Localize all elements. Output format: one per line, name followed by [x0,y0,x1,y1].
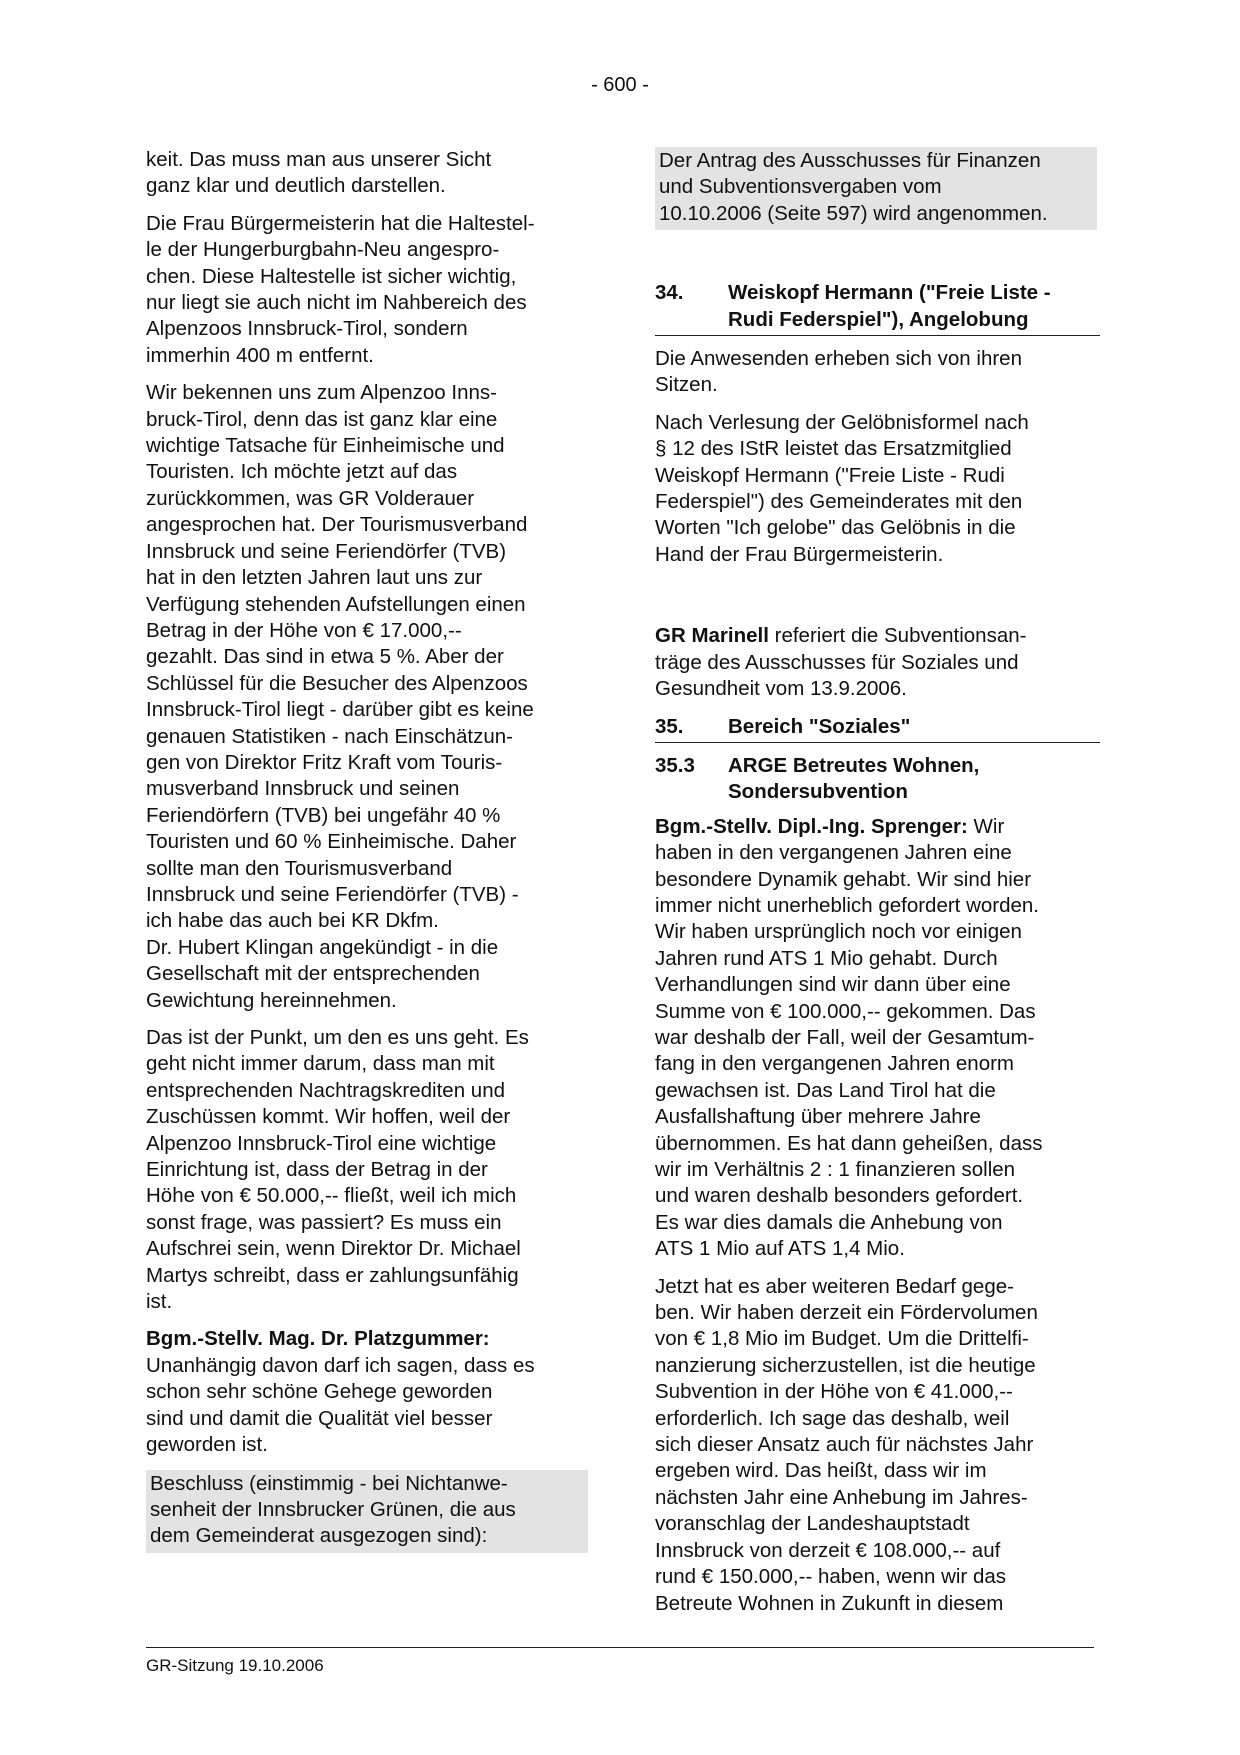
text-line: immerhin 400 m entfernt. [146,343,374,367]
text-line: ist. [146,1290,173,1314]
text-line: genauen Statistiken - nach Einschätzun- [146,724,513,748]
text-line: sich dieser Ansatz auch für nächstes Jahr [655,1433,1034,1457]
text-line: sind und damit die Qualität viel besser [146,1406,493,1430]
resolution-result [655,147,1097,230]
text-line: immer nicht unerheblich gefordert worden. [655,893,1039,917]
paragraph [655,1274,1097,1617]
text-line: angesprochen hat. Der Tourismusverband [146,513,528,537]
text-line: Jetzt hat es aber weiteren Bedarf gege- [655,1274,1014,1298]
resolution-box [146,1470,588,1553]
text-line: gen von Direktor Fritz Kraft vom Touris- [146,750,503,774]
text-line: Betrag in der Höhe von € 17.000,-- [146,618,462,642]
text-line: Dr. Hubert Klingan angekündigt - in die [146,935,499,959]
text-line: Touristen. Ich möchte jetzt auf das [146,460,458,484]
text-line: Rudi Federspiel"), Angelobung [728,307,1029,331]
text-line: übernommen. Es hat dann geheißen, dass [655,1131,1043,1155]
text-line: gezahlt. Das sind in etwa 5 %. Aber der [146,645,504,669]
text-line: Sondersubvention [728,780,908,804]
text-line: träge des Ausschusses für Soziales und [655,650,1019,674]
text-line: fang in den vergangenen Jahren enorm [655,1052,1015,1076]
text-line: musverband Innsbruck und seinen [146,777,460,801]
text-line: Der Antrag des Ausschusses für Finanzen [659,149,1041,172]
text-line: Es war dies damals die Anhebung von [655,1210,1003,1234]
text-line: le der Hungerburgbahn-Neu angespro- [146,238,500,262]
text-line: Zuschüssen kommt. Wir hoffen, weil der [146,1105,511,1129]
text-line: Martys schreibt, dass er zahlungsunfähig [146,1263,519,1287]
text-line: schon sehr schöne Gehege geworden [146,1380,493,1404]
section-number: 34. [655,281,684,305]
text-line: nanzierung sicherzustellen, ist die heutige [655,1353,1036,1377]
text-line: Federspiel") des Gemeinderates mit den [655,490,1023,514]
text-line: chen. Diese Haltestelle ist sicher wichtig, [146,264,517,288]
paragraph [146,147,588,200]
text-line: Aufschrei sein, wenn Direktor Dr. Michael [146,1237,521,1261]
text-line: Einrichtung ist, dass der Betrag in der [146,1158,488,1182]
speaker-name: Bgm.-Stellv. Mag. Dr. Platzgummer: [146,1327,490,1351]
text-line: sollte man den Tourismusverband [146,856,453,880]
footer-text: GR-Sitzung 19.10.2006 [146,1656,324,1675]
text-line: haben in den vergangenen Jahren eine [655,841,1012,865]
text-line: Die Anwesenden erheben sich von ihren [655,347,1022,371]
section-title [728,714,1100,740]
text-line: § 12 des IStR leistet das Ersatzmitglied [655,437,1012,461]
text-line: sonst frage, was passiert? Es muss ein [146,1210,502,1234]
speaker-name: GR Marinell [655,624,769,648]
text-line: Gesundheit vom 13.9.2006. [655,677,907,701]
text-line: geworden ist. [146,1433,268,1457]
text-line: Jahren rund ATS 1 Mio gehabt. Durch [655,946,998,970]
text-line: 10.10.2006 (Seite 597) wird angenommen. [659,201,1048,225]
text-line: Unanhängig davon darf ich sagen, dass es [146,1353,535,1377]
text-line: Sitzen. [655,373,718,397]
page-number: - 600 - [591,74,649,96]
text-line: rund € 150.000,-- haben, wenn wir das [655,1565,1007,1589]
speaker-paragraph: Bgm.-Stellv. Dipl.-Ing. Sprenger: Wir haben in den vergangenen Jahren eine besondere Dynamik gehabt. Wir sind hier immer nicht unerheblich gefordert worden. Wir haben ursprünglich noch vor einigen Jahren rund ATS 1 Mio gehabt. Durch Verhandlungen sind wir dann über eine Summe von € 100.000,-- gekommen. Das war deshalb der Fall, weil der Gesamtum- fang in den vergangenen Jahren enorm gewachsen ist. Das Land Tirol hat die Ausfallshaftung über mehrere Jahre übernommen. Es hat dann geheißen, dass wir im Verhältnis 2 : 1 finanzieren sollen und waren deshalb besonders gefordert. Es war dies damals die Anhebung von ATS 1 Mio auf ATS 1,4 Mio. [655,814,1097,1263]
speaker-name: Bgm.-Stellv. Dipl.-Ing. Sprenger: [655,814,968,838]
text-line: Summe von € 100.000,-- gekommen. Das [655,999,1036,1023]
section-heading-34 [655,280,1100,336]
text-line: Bereich "Soziales" [728,714,911,738]
text-line: keit. Das muss man aus unserer Sicht [146,148,492,171]
text-line: Innsbruck und seine Feriendörfer (TVB) - [146,882,519,906]
text-line: Beschluss (einstimmig - bei Nichtanwe- [150,1471,508,1495]
text-line: voranschlag der Landeshauptstadt [655,1512,970,1536]
text-line: nur liegt sie auch nicht im Nahbereich des [146,291,527,315]
text-line: Subvention in der Höhe von € 41.000,-- [655,1380,1013,1404]
section-title [728,280,1100,333]
text-line: Wir haben ursprünglich noch vor einigen [655,920,1022,944]
text-line: Innsbruck-Tirol liegt - darüber gibt es keine [146,698,534,722]
text-line: Hand der Frau Bürgermeisterin. [655,542,944,566]
text-line: Touristen und 60 % Einheimische. Daher [146,830,517,854]
text-line: ATS 1 Mio auf ATS 1,4 Mio. [655,1237,905,1261]
text-line: Innsbruck von derzeit € 108.000,-- auf [655,1538,1001,1562]
text-line: bruck-Tirol, denn das ist ganz klar eine [146,407,498,431]
speaker-paragraph: GR Marinell referiert die Subventionsan- träge des Ausschusses für Soziales und Gesundheit vom 13.9.2006. [655,623,1097,702]
text-line: Weiskopf Hermann ("Freie Liste - Rudi [655,463,1005,487]
text-line: war deshalb der Fall, weil der Gesamtum- [655,1025,1035,1049]
text-line: Feriendörfern (TVB) bei ungefähr 40 % [146,803,501,827]
text-line: Alpenzoo Innsbruck-Tirol eine wichtige [146,1131,497,1155]
left-column [146,147,588,1564]
text-line: Die Frau Bürgermeisterin hat die Haltestel- [146,211,535,235]
text-line: ARGE Betreutes Wohnen, [728,753,980,777]
text-line: hat in den letzten Jahren laut uns zur [146,566,483,590]
text-line: wir im Verhältnis 2 : 1 finanzieren sollen [655,1158,1016,1181]
text-line: geht nicht immer darum, dass man mit [146,1052,495,1076]
text-line: zurückkommen, was GR Volderauer [146,486,475,510]
text-line: entsprechenden Nachtragskrediten und [146,1078,505,1102]
text-line: besondere Dynamik gehabt. Wir sind hier [655,867,1032,891]
text-line: Betreute Wohnen in Zukunft in diesem [655,1591,1004,1615]
text-line: gewachsen ist. Das Land Tirol hat die [655,1078,996,1102]
section-number: 35. [655,714,684,738]
text-line: wichtige Tatsache für Einheimische und [146,434,505,458]
right-column [655,147,1097,1628]
text-line: Verhandlungen sind wir dann über eine [655,973,1011,997]
text-line: und Subventionsvergaben vom [659,175,942,199]
text-line: Worten "Ich gelobe" das Gelöbnis in die [655,516,1016,540]
text-line: Ausfallshaftung über mehrere Jahre [655,1105,981,1129]
text-line: Alpenzoos Innsbruck-Tirol, sondern [146,317,468,341]
text-line: ganz klar und deutlich darstellen. [146,174,446,198]
paragraph [146,211,588,369]
section-number: 35.3 [655,753,695,777]
text-line: Verfügung stehenden Aufstellungen einen [146,592,526,616]
text-line: Höhe von € 50.000,-- fließt, weil ich mich [146,1184,517,1208]
text-line: ergeben wird. Das heißt, dass wir im [655,1459,987,1483]
text-line: ich habe das auch bei KR Dkfm. [146,909,439,933]
speaker-paragraph [146,1326,588,1458]
text-line: Gesellschaft mit der entsprechenden [146,962,480,986]
text-line: Nach Verlesung der Gelöbnisformel nach [655,410,1029,434]
text-line: Weiskopf Hermann ("Freie Liste - [728,281,1051,305]
text-line: nächsten Jahr eine Anhebung im Jahres- [655,1485,1028,1509]
paragraph [146,1025,588,1315]
text-line: erforderlich. Ich sage das deshalb, weil [655,1406,1010,1430]
text-line: Das ist der Punkt, um den es uns geht. Es [146,1026,529,1049]
section-heading-35 [655,714,1100,743]
text-line: von € 1,8 Mio im Budget. Um die Drittelfi- [655,1327,1029,1351]
text-line: senheit der Innsbrucker Grünen, die aus [150,1497,516,1521]
paragraph [146,380,588,1014]
text-line: Wir bekennen uns zum Alpenzoo Inns- [146,381,497,405]
text-line: ben. Wir haben derzeit ein Fördervolumen [655,1301,1038,1325]
text-line: Innsbruck und seine Feriendörfer (TVB) [146,539,507,563]
text-line: Schlüssel für die Besucher des Alpenzoos [146,671,528,695]
footer-rule [146,1647,1094,1648]
section-heading-35-3 [655,753,1100,806]
section-title [728,753,1100,806]
paragraph [655,410,1097,568]
text-line: und waren deshalb besonders gefordert. [655,1184,1024,1208]
text-line: dem Gemeinderat ausgezogen sind): [150,1524,488,1548]
paragraph [655,346,1097,399]
text-line: Gewichtung hereinnehmen. [146,988,397,1012]
